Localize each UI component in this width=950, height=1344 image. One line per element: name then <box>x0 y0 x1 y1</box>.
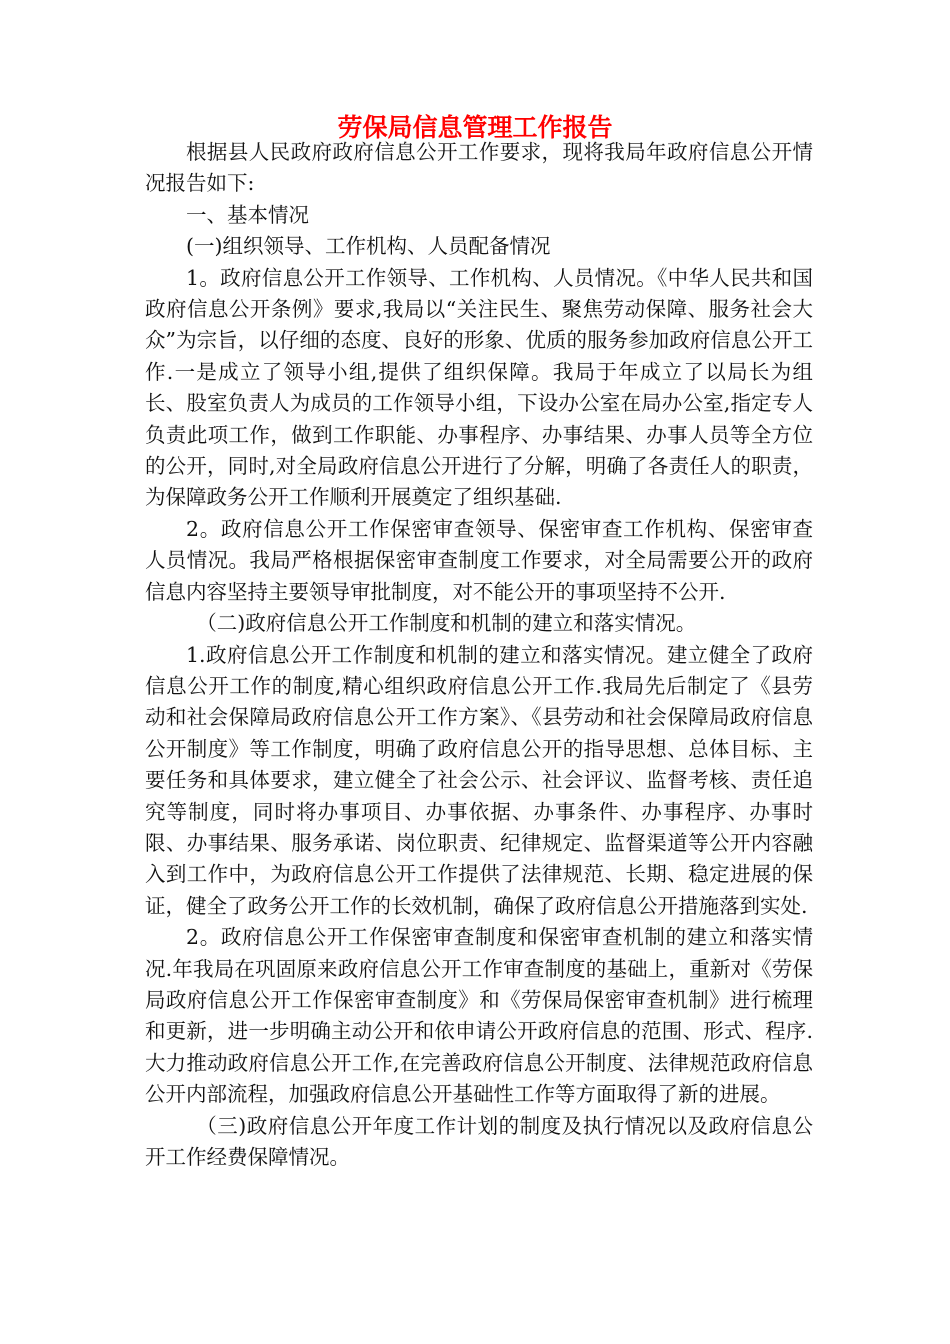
paragraph-system-item-1: 1.政府信息公开工作制度和机制的建立和落实情况。建立健全了政府信息公开工作的制度,精心组织政府信息公开工作.我局先后制定了《县劳动和社会保障局政府信息公开工作方案》、《县劳动和社会保障局政府信息公开制度》等工作制度，明确了政府信息公开的指导思想、总体目标、主要任务和具体要求，建立健全了社会公示、社会评议、监督考核、责任追究等制度，同时将办事项目、办事依据、办事条件、办事程序、办事时限、办事结果、服务承诺、岗位职责、纪律规定、监督渠道等公开内容融入到工作中，为政府信息公开工作提供了法律规范、长期、稳定进展的保证，健全了政务公开工作的长效机制，确保了政府信息公开措施落到实处. <box>145 642 813 918</box>
paragraph-item-2: 2。政府信息公开工作保密审查领导、保密审查工作机构、保密审查人员情况。我局严格根据保密审查制度工作要求，对全局需要公开的政府信息内容坚持主要领导审批制度，对不能公开的事项坚持不公开. <box>145 516 813 604</box>
document-title: 劳保局信息管理工作报告 <box>337 113 613 142</box>
paragraph-item-1: 1。政府信息公开工作领导、工作机构、人员情况。《中华人民共和国政府信息公开条例》要求,我局以“关注民生、聚焦劳动保障、服务社会大众”为宗旨，以仔细的态度、良好的形象、优质的服务参加政府信息公开工作.一是成立了领导小组,提供了组织保障。我局于年成立了以局长为组长、股室负责人为成员的工作领导小组，下设办公室在局办公室,指定专人负责此项工作，做到工作职能、办事程序、办事结果、办事人员等全方位的公开，同时,对全局政府信息公开进行了分解，明确了各责任人的职责，为保障政务公开工作顺利开展奠定了组织基础. <box>145 265 813 510</box>
heading-basic-situation: 一、基本情况 <box>186 202 309 227</box>
document-body <box>145 137 813 1173</box>
paragraph-intro: 根据县人民政府政府信息公开工作要求，现将我局年政府信息公开情况报告如下: <box>145 140 813 196</box>
subheading-organization: (一)组织领导、工作机构、人员配备情况 <box>186 234 551 259</box>
subheading-annual-plan: （三)政府信息公开年度工作计划的制度及执行情况以及政府信息公开工作经费保障情况。 <box>145 1113 813 1169</box>
paragraph-system-item-2: 2。政府信息公开工作保密审查制度和保密审查机制的建立和落实情况.年我局在巩固原来政府信息公开工作审查制度的基础上，重新对《劳保局政府信息公开工作保密审查制度》和《劳保局保密审查机制》进行梳理和更新，进一步明确主动公开和依申请公开政府信息的范围、形式、程序.大力推动政府信息公开工作,在完善政府信息公开制度、法律规范政府信息公开内部流程，加强政府信息公开基础性工作等方面取得了新的进展。 <box>145 925 813 1107</box>
subheading-system-mechanism: （二)政府信息公开工作制度和机制的建立和落实情况。 <box>196 611 697 636</box>
